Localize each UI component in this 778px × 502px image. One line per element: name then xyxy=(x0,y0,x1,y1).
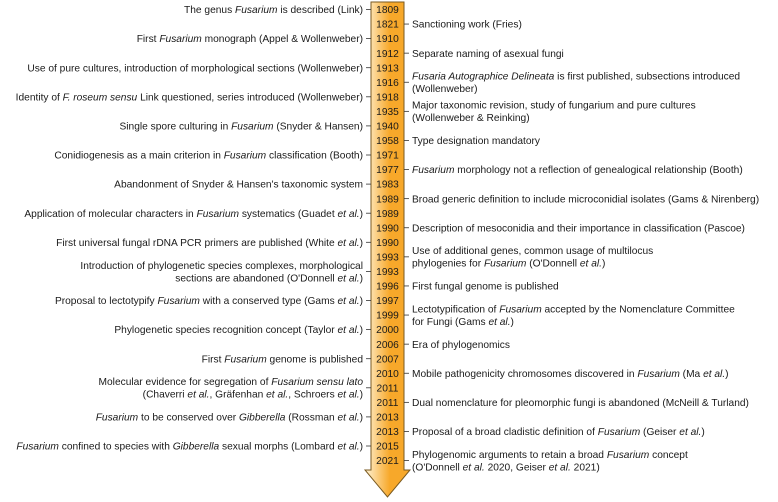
year-label: 2007 xyxy=(376,354,399,366)
timeline-event xyxy=(376,246,653,270)
year-label: 2013 xyxy=(376,427,399,439)
year-label: 1989 xyxy=(376,194,399,206)
event-description: First universal fungal rDNA PCR primers are published (White et al.) xyxy=(56,237,363,249)
event-description: Application of molecular characters in Fusarium systematics (Guadet et al.) xyxy=(24,208,363,220)
year-label: 1989 xyxy=(376,208,399,220)
event-description: Proposal of a broad cladistic definition of Fusarium (Geiser et al.) xyxy=(412,427,705,439)
event-description: First Fusarium monograph (Appel & Wollenweber) xyxy=(136,34,363,46)
timeline-event xyxy=(56,238,399,249)
year-label: 1990 xyxy=(376,223,399,235)
event-description: (Chaverri et al., Gräfenhan et al., Schroers et al.) xyxy=(142,389,363,401)
event-description: (Wollenweber & Reinking) xyxy=(412,113,530,125)
timeline-event xyxy=(99,377,399,401)
timeline-event xyxy=(114,180,399,191)
year-label: 1997 xyxy=(376,296,399,308)
timeline-event xyxy=(376,101,696,125)
year-label: 1977 xyxy=(376,165,399,177)
event-description: Fusarium morphology not a reflection of genealogical relationship (Booth) xyxy=(412,165,743,177)
year-label: 2013 xyxy=(376,412,399,424)
timeline-event xyxy=(96,413,399,424)
timeline-event xyxy=(376,72,740,96)
year-label: 1809 xyxy=(376,5,399,17)
timeline-event xyxy=(137,34,399,45)
timeline-event xyxy=(27,63,399,74)
timeline-event xyxy=(376,304,735,328)
event-description: Molecular evidence for segregation of Fusarium sensu lato xyxy=(98,377,363,389)
event-description: (Wollenweber) xyxy=(412,84,478,96)
event-description: phylogenies for Fusarium (O'Donnell et al.) xyxy=(412,258,606,270)
year-label: 2011 xyxy=(376,383,399,395)
event-description: Fusarium to be conserved over Gibberella (Rossman et al.) xyxy=(95,412,363,424)
timeline-event xyxy=(16,92,400,103)
timeline-event xyxy=(376,194,759,205)
year-label: 1821 xyxy=(376,19,399,31)
event-description: Single spore culturing in Fusarium (Snyder & Hansen) xyxy=(119,121,363,133)
timeline-event xyxy=(376,223,745,234)
year-label: 1971 xyxy=(376,150,399,162)
year-label: 1983 xyxy=(376,179,399,191)
event-description: Proposal to lectotypify Fusarium with a conserved type (Gams et al.) xyxy=(54,296,363,308)
year-label: 1999 xyxy=(376,310,399,322)
timeline-event xyxy=(24,209,399,220)
year-label: 2000 xyxy=(376,325,399,337)
year-label: 1912 xyxy=(376,48,399,60)
event-description: sections are abandoned (O'Donnell et al.) xyxy=(175,273,363,285)
timeline-event xyxy=(376,369,728,380)
timeline-event xyxy=(120,122,400,133)
year-label: 1918 xyxy=(376,92,399,104)
year-label: 1913 xyxy=(376,63,399,75)
year-label: 2010 xyxy=(376,368,399,380)
year-label: 1940 xyxy=(376,121,399,133)
year-label: 2015 xyxy=(376,441,399,453)
event-description: Phylogenetic species recognition concept (Taylor et al.) xyxy=(114,325,363,337)
year-label: 1958 xyxy=(376,136,399,148)
year-label: 2011 xyxy=(376,397,399,409)
event-description: (O'Donnell et al. 2020, Geiser et al. 2021) xyxy=(412,462,600,474)
event-description: Conidiogenesis as a main criterion in Fusarium classification (Booth) xyxy=(54,150,363,162)
event-description: Era of phylogenomics xyxy=(412,339,510,351)
event-description: Description of mesoconidia and their importance in classification (Pascoe) xyxy=(412,223,745,235)
year-label: 1910 xyxy=(376,34,399,46)
year-label: 1990 xyxy=(376,237,399,249)
timeline-event xyxy=(55,296,399,307)
event-description: Type designation mandatory xyxy=(412,136,540,148)
event-description: First fungal genome is published xyxy=(412,281,559,293)
timeline-event xyxy=(376,165,743,176)
event-description: Separate naming of asexual fungi xyxy=(412,48,564,60)
timeline-event xyxy=(376,427,705,438)
year-label: 1993 xyxy=(376,267,399,278)
event-description: Mobile pathogenicity chromosomes discovered in Fusarium (Ma et al.) xyxy=(412,368,729,380)
year-label: 2006 xyxy=(376,339,399,351)
timeline-event xyxy=(16,442,399,453)
event-description: Sanctioning work (Fries) xyxy=(412,19,522,31)
event-description: Use of pure cultures, introduction of morphological sections (Wollenweber) xyxy=(27,63,363,75)
event-description: Use of additional genes, common usage of multilocus xyxy=(412,246,654,258)
timeline-event xyxy=(202,354,400,365)
event-description: for Fungi (Gams et al.) xyxy=(412,316,514,328)
event-description: Broad generic definition to include microconidial isolates (Gams & Nirenberg) xyxy=(412,194,760,206)
event-description: Introduction of phylogenetic species complexes, morphological xyxy=(80,260,363,272)
timeline-event xyxy=(376,340,510,351)
year-label: 2021 xyxy=(376,456,399,468)
event-description: First Fusarium genome is published xyxy=(201,354,363,366)
event-description: Lectotypification of Fusarium accepted by the Nomenclature Committee xyxy=(412,304,735,316)
year-label: 1935 xyxy=(376,106,399,118)
event-description: The genus Fusarium is described (Link) xyxy=(184,5,363,17)
year-label: 1993 xyxy=(376,252,399,264)
event-description: Abandonment of Snyder & Hansen's taxonomic system xyxy=(114,179,363,191)
timeline-event xyxy=(114,325,399,336)
year-label: 1916 xyxy=(376,77,399,89)
timeline-event xyxy=(376,20,522,31)
timeline-event xyxy=(184,5,399,16)
timeline-event xyxy=(54,151,399,162)
year-label: 1996 xyxy=(376,281,399,293)
timeline-event xyxy=(80,261,399,285)
event-description: Fusarium confined to species with Gibberella sexual morphs (Lombard et al.) xyxy=(16,441,363,453)
event-description: Fusaria Autographice Delineata is first published, subsections introduced xyxy=(412,71,741,83)
event-description: Identity of F. roseum sensu Link questioned, series introduced (Wollenweber) xyxy=(15,92,363,104)
timeline-event xyxy=(376,450,688,474)
event-description: Major taxonomic revision, study of fungarium and pure cultures xyxy=(412,100,696,112)
timeline-event xyxy=(377,398,749,409)
event-description: Phylogenomic arguments to retain a broad Fusarium concept xyxy=(412,449,688,461)
event-description: Dual nomenclature for pleomorphic fungi is abandoned (McNeill & Turland) xyxy=(412,397,749,409)
